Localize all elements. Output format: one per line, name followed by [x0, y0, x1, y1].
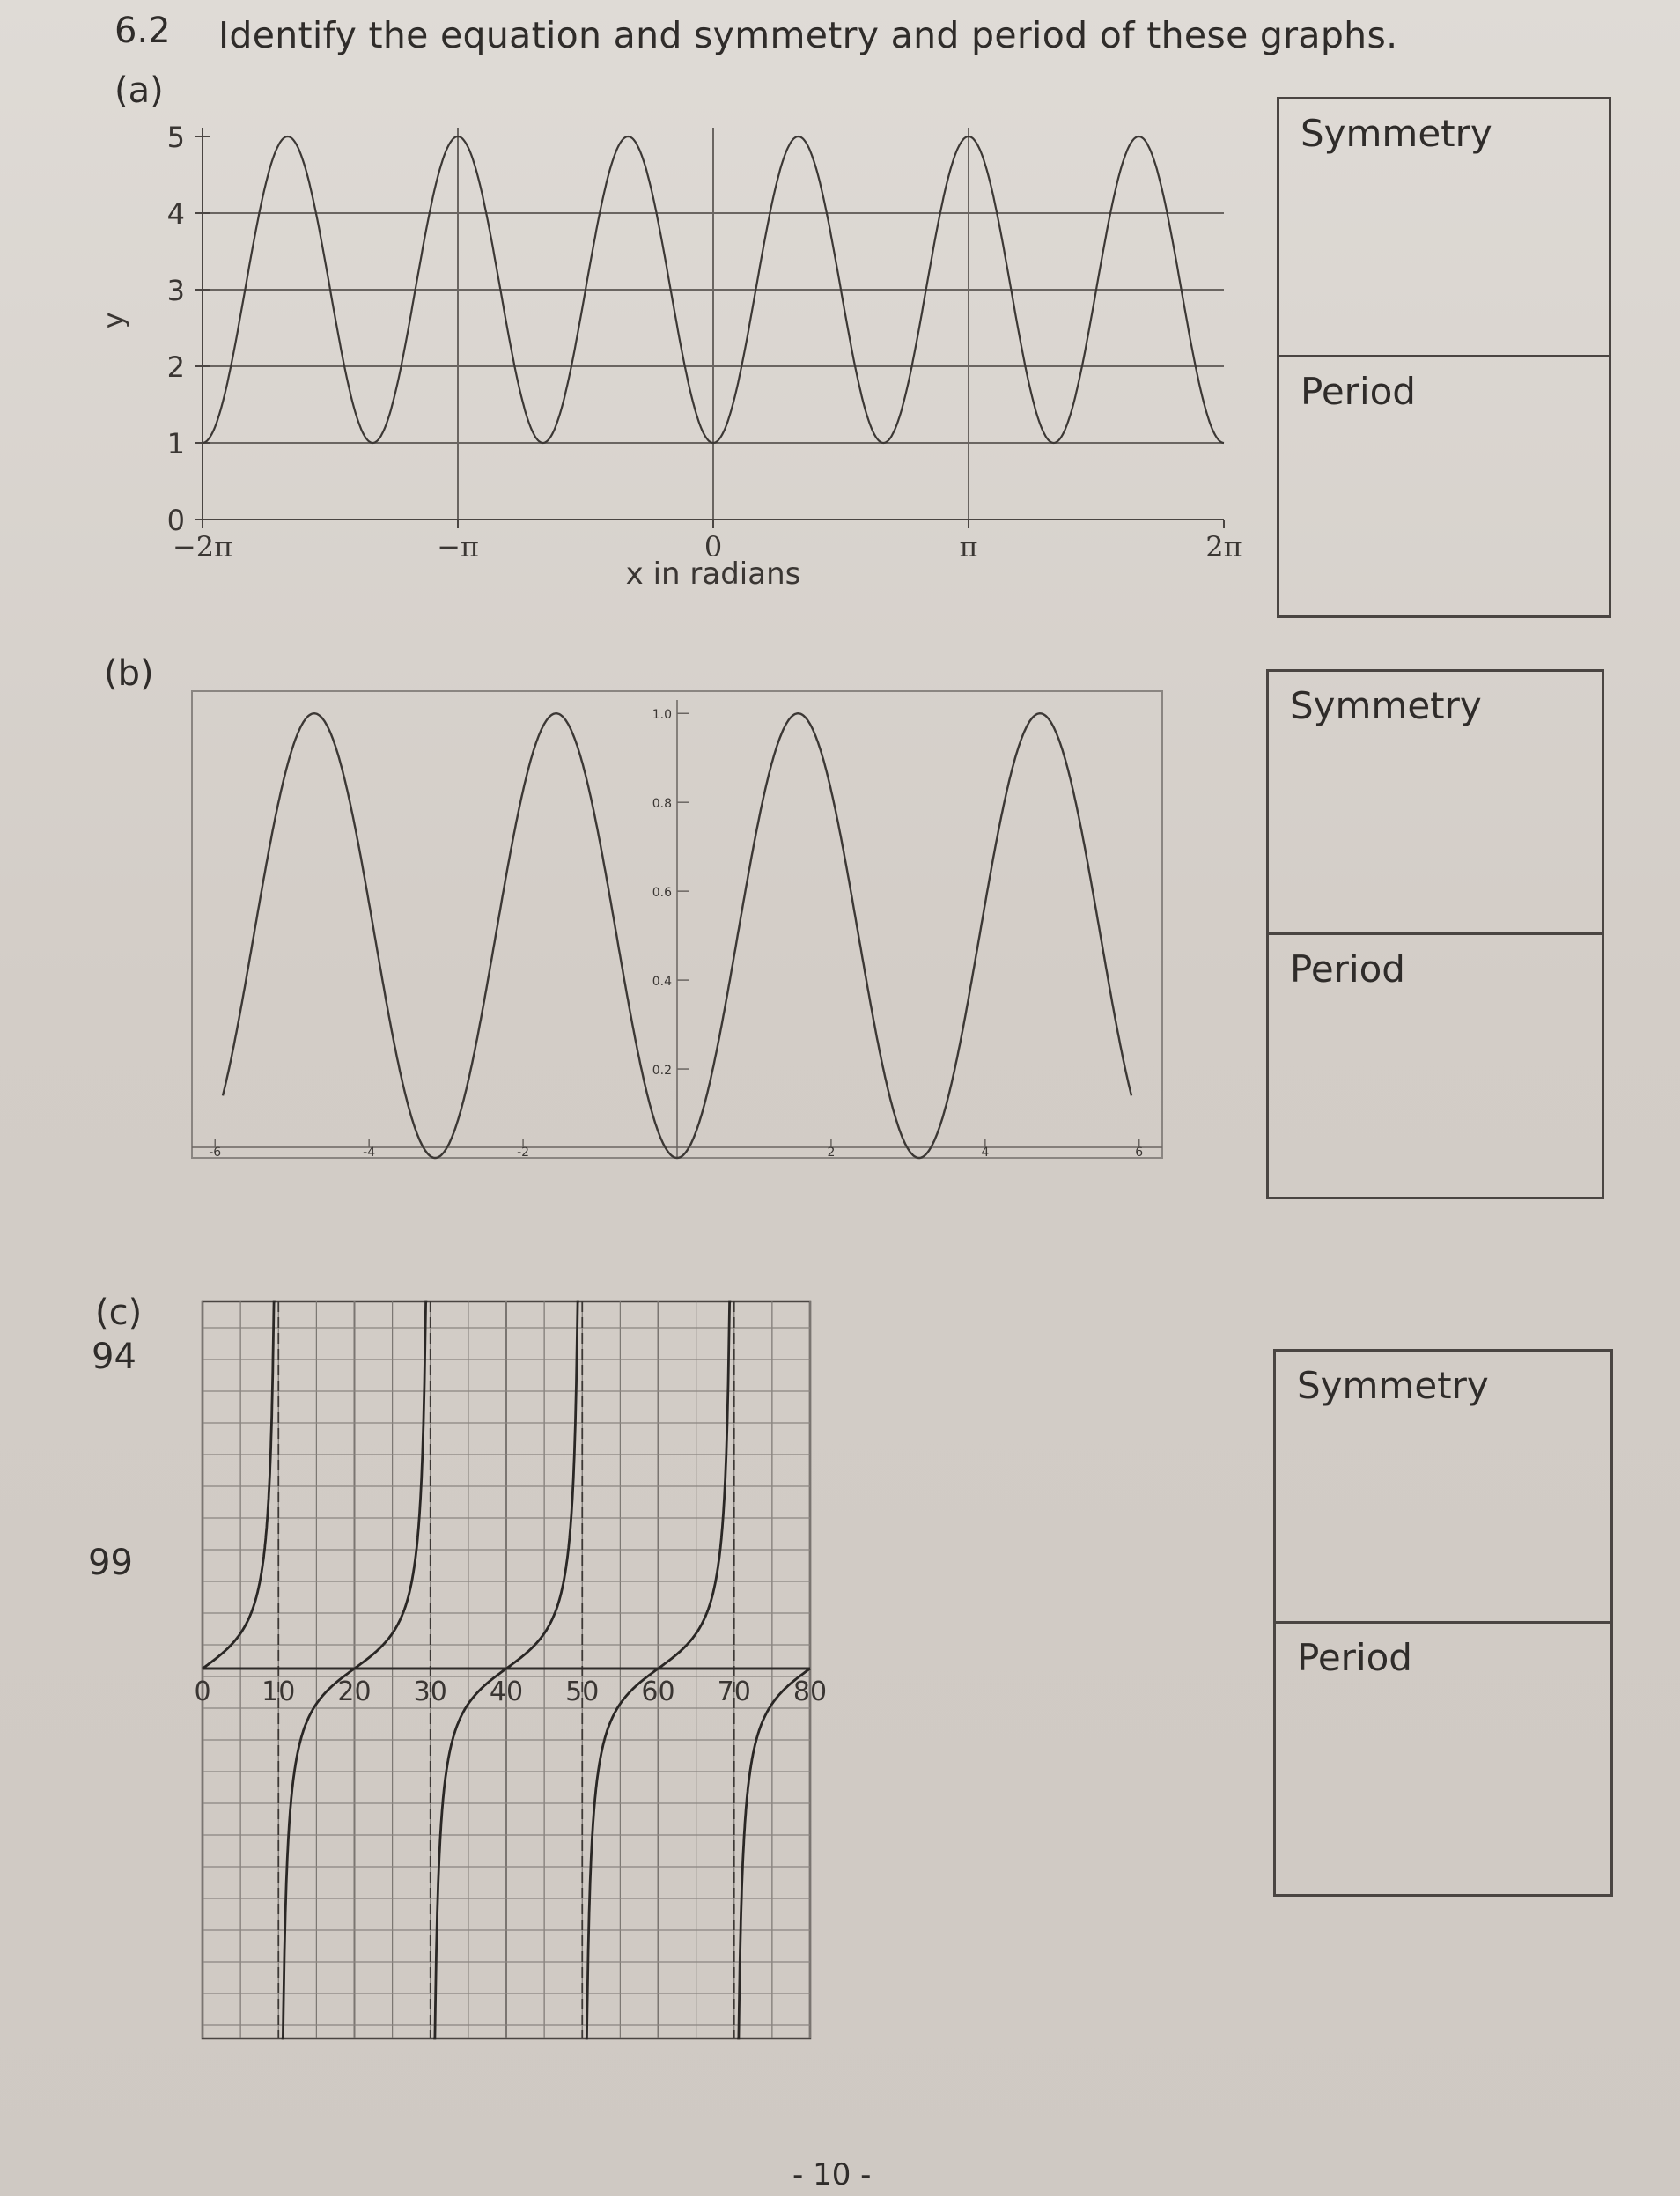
graph-a — [88, 114, 1250, 608]
x-tick-label: -2 — [517, 1146, 530, 1160]
question-number: 6.2 — [114, 11, 171, 51]
graph-b — [176, 678, 1180, 1189]
symmetry-label-a: Symmetry — [1301, 112, 1492, 155]
x-tick-label: 0 — [704, 530, 723, 564]
period-cell-c[interactable] — [1276, 1621, 1610, 1897]
x-tick-label: 6 — [1135, 1146, 1144, 1160]
x-tick-label: 2 — [827, 1146, 836, 1160]
symmetry-cell-b[interactable] — [1269, 672, 1602, 932]
x-tick-label: 60 — [641, 1676, 675, 1707]
part-b-label: (b) — [104, 653, 154, 694]
y-tick-label: 2 — [166, 350, 185, 384]
part-a-label: (a) — [114, 70, 164, 111]
x-tick-label: 40 — [489, 1676, 524, 1707]
symmetry-label-c: Symmetry — [1297, 1364, 1489, 1407]
page-number: - 10 - — [792, 2157, 872, 2192]
x-tick-label: -6 — [209, 1146, 222, 1160]
symmetry-cell-c[interactable] — [1276, 1352, 1610, 1621]
x-tick-label: -4 — [363, 1146, 376, 1160]
x-tick-label: 80 — [792, 1676, 828, 1707]
x-tick-label: 0 — [194, 1676, 211, 1707]
period-cell-a[interactable] — [1279, 355, 1609, 618]
x-tick-label: 20 — [337, 1676, 372, 1707]
y-tick-label: 0.6 — [652, 886, 672, 901]
symmetry-cell-a[interactable] — [1279, 99, 1609, 355]
x-tick-label: 10 — [262, 1676, 296, 1707]
y-tick-label: 0 — [166, 504, 185, 537]
side-number-99: 99 — [88, 1543, 133, 1583]
x-axis-label: x in radians — [625, 556, 801, 592]
x-tick-label: −2π — [172, 530, 233, 564]
x-tick-label: 30 — [413, 1676, 447, 1707]
x-tick-label: 4 — [981, 1146, 990, 1160]
question-text: Identify the equation and symmetry and period of these graphs. — [218, 14, 1398, 56]
y-tick-label: 5 — [166, 121, 185, 154]
y-tick-label: 1 — [166, 427, 185, 461]
y-tick-label: 3 — [166, 274, 185, 307]
x-tick-label: 2π — [1205, 530, 1242, 564]
y-tick-label: 0.2 — [652, 1064, 672, 1079]
x-tick-label: 70 — [717, 1676, 751, 1707]
y-tick-label: 0.4 — [652, 975, 672, 990]
graph-c — [185, 1294, 854, 2052]
period-cell-b[interactable] — [1269, 932, 1602, 1199]
period-label-b: Period — [1290, 947, 1405, 991]
answer-box-b — [1266, 669, 1604, 1199]
y-tick-label: 0.8 — [652, 797, 672, 812]
x-tick-label: 50 — [565, 1676, 600, 1707]
answer-box-a — [1277, 97, 1611, 618]
y-axis-label: y — [97, 312, 130, 329]
part-c-label: (c) — [95, 1293, 143, 1333]
y-tick-label: 4 — [166, 197, 185, 231]
y-tick-label: 1.0 — [652, 708, 672, 723]
side-number-94: 94 — [92, 1337, 136, 1377]
curve-c-branch — [737, 1669, 810, 2038]
x-tick-label: π — [959, 530, 978, 564]
period-label-a: Period — [1301, 370, 1416, 413]
symmetry-label-b: Symmetry — [1290, 684, 1482, 727]
period-label-c: Period — [1297, 1636, 1412, 1679]
answer-box-c — [1273, 1349, 1613, 1897]
x-tick-label: −π — [437, 530, 479, 564]
